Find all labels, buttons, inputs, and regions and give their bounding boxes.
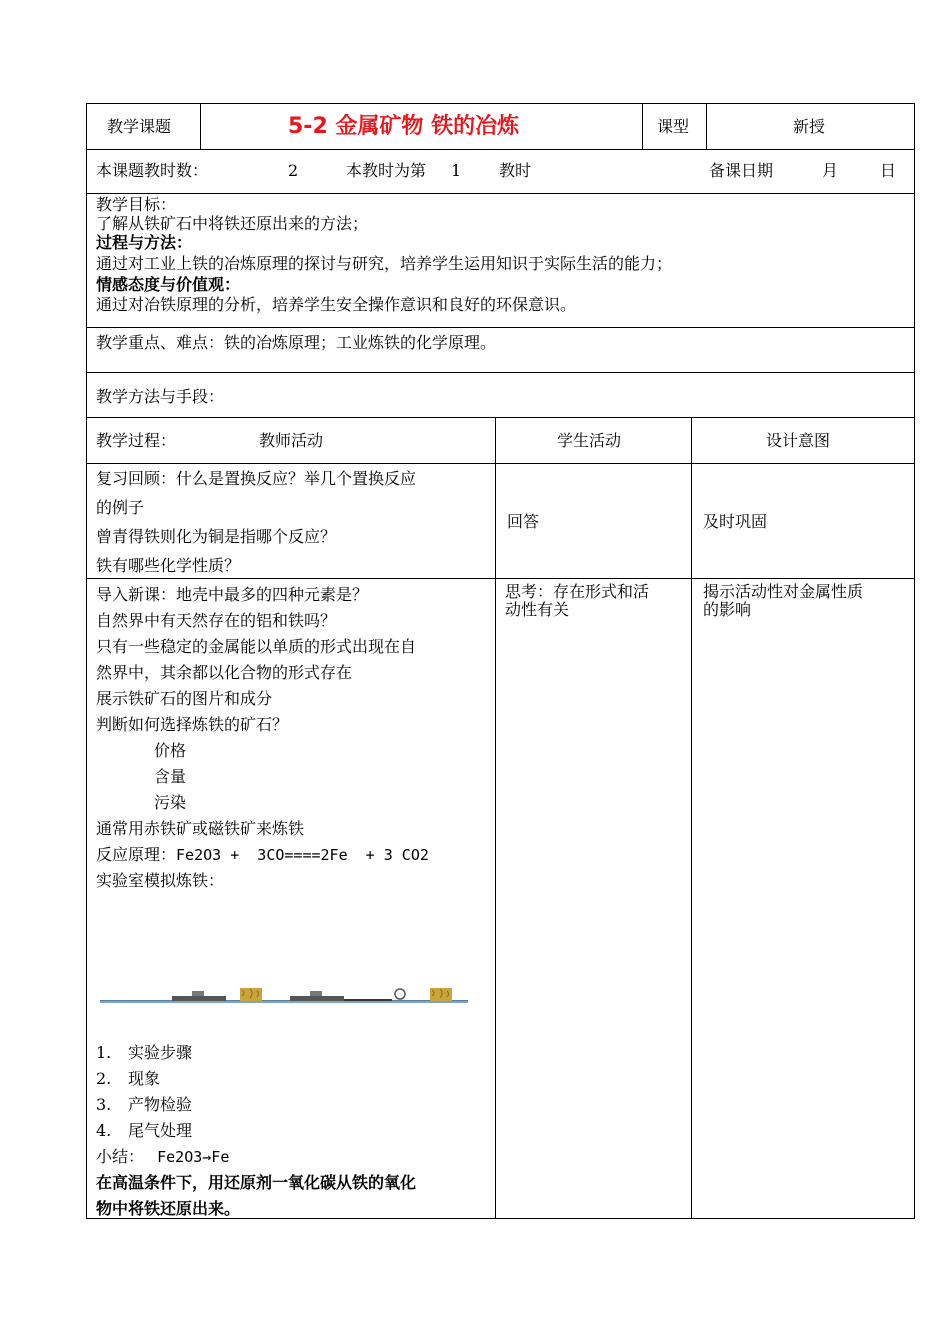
row-divider-review	[86, 578, 915, 579]
process-method-heading: 过程与方法：	[96, 233, 193, 252]
student-activity-header: 学生活动	[557, 431, 622, 450]
table-border-right	[914, 103, 915, 1219]
col-divider-header-1	[200, 103, 201, 149]
intro-line: 展示铁矿石的图片和成分	[96, 689, 273, 708]
table-border-top	[86, 103, 915, 104]
day-label: 日	[880, 161, 897, 180]
objective-process: 通过对工业上铁的冶炼原理的探讨与研究，培养学生运用知识于实际生活的能力；	[96, 254, 673, 273]
student-line: 思考：存在形式和活	[505, 582, 650, 601]
experiment-steps	[96, 1040, 491, 1222]
reaction-equation: Fe2O3 + 3CO====2Fe + 3 CO2	[176, 846, 429, 864]
new-lesson-student-activity	[505, 583, 687, 619]
review-line: 曾青得铁则化为铜是指哪个反应？	[96, 527, 337, 546]
summary-label: 小结：	[96, 1147, 145, 1166]
intro-line: 判断如何选择炼铁的矿石？	[96, 715, 289, 734]
step-item: 3. 产物检验	[96, 1095, 193, 1114]
new-lesson-design-intent	[703, 583, 909, 619]
design-line: 揭示活动性对金属性质	[703, 582, 864, 601]
objectives-heading: 教学目标：	[96, 195, 177, 214]
design-line: 的影响	[703, 600, 752, 619]
review-line: 的例子	[96, 498, 145, 517]
col-divider-process-1	[495, 417, 496, 1218]
teacher-activity-header: 教师活动	[259, 431, 324, 450]
review-design-intent: 及时巩固	[703, 512, 768, 531]
reaction-label: 反应原理：	[96, 845, 177, 864]
month-label: 月	[822, 161, 839, 180]
teaching-methods: 教学方法与手段：	[96, 387, 225, 406]
table-border-left	[86, 103, 87, 1219]
lab-apparatus-figure	[100, 988, 470, 1006]
emotion-heading: 情感态度与价值观：	[96, 275, 241, 294]
intro-line: 自然界中有天然存在的铝和铁吗？	[96, 611, 337, 630]
hours-value: 2	[288, 161, 299, 180]
summary-formula: Fe2O3→Fe	[157, 1148, 230, 1166]
type-label: 课型	[657, 117, 690, 136]
page-title: 5-2 金属矿物 铁的冶炼	[288, 114, 520, 139]
prep-date-label: 备课日期	[709, 161, 774, 180]
review-line: 铁有哪些化学性质？	[96, 556, 241, 575]
step-item: 2. 现象	[96, 1069, 161, 1088]
objective-knowledge: 了解从铁矿石中将铁还原出来的方法；	[96, 214, 369, 233]
row-divider-objectives	[86, 327, 915, 328]
summary-bold-line: 在高温条件下，用还原剂一氧化碳从铁的氧化	[96, 1173, 417, 1192]
current-lesson-label: 本教时为第	[346, 161, 427, 180]
key-points: 教学重点、难点：铁的冶炼原理；工业炼铁的化学原理。	[96, 333, 497, 352]
current-lesson-unit: 教时	[499, 161, 532, 180]
step-item: 4. 尾气处理	[96, 1121, 193, 1140]
step-item: 1. 实验步骤	[96, 1043, 193, 1062]
lab-simulation-label: 实验室模拟炼铁：	[96, 871, 225, 890]
summary-bold-line: 物中将铁还原出来。	[96, 1199, 241, 1218]
row-divider-keypoints	[86, 372, 915, 373]
criteria-item: 含量	[154, 767, 187, 786]
current-lesson-value: 1	[451, 161, 462, 180]
intro-line: 导入新课：地壳中最多的四种元素是？	[96, 585, 369, 604]
student-line: 动性有关	[505, 600, 570, 619]
review-line: 复习回顾：什么是置换反应？举几个置换反应	[96, 469, 417, 488]
row-divider-info	[86, 193, 915, 194]
design-intent-header: 设计意图	[766, 431, 831, 450]
col-divider-header-2	[642, 103, 643, 149]
objectives-section	[96, 195, 896, 317]
reaction-line	[96, 842, 491, 868]
objective-emotion: 通过对冶铁原理的分析，培养学生安全操作意识和良好的环保意识。	[96, 295, 577, 314]
criteria-item: 污染	[154, 793, 187, 812]
summary-line	[96, 1144, 491, 1170]
type-value: 新授	[793, 117, 826, 136]
review-student-activity: 回答	[507, 512, 540, 531]
ore-line: 通常用赤铁矿或磁铁矿来炼铁	[96, 819, 305, 838]
row-divider-header	[86, 149, 915, 150]
intro-line: 然界中，其余都以化合物的形式存在	[96, 663, 353, 682]
col-divider-header-3	[706, 103, 707, 149]
criteria-item: 价格	[154, 741, 187, 760]
hours-label: 本课题教时数：	[96, 161, 209, 180]
intro-line: 只有一些稳定的金属能以单质的形式出现在自	[96, 637, 417, 656]
process-label: 教学过程：	[96, 431, 177, 450]
subject-label: 教学课题	[107, 117, 172, 136]
row-divider-process-header	[86, 463, 915, 464]
new-lesson-intro	[96, 582, 491, 894]
col-divider-process-2	[691, 417, 692, 1218]
row-divider-methods	[86, 417, 915, 418]
